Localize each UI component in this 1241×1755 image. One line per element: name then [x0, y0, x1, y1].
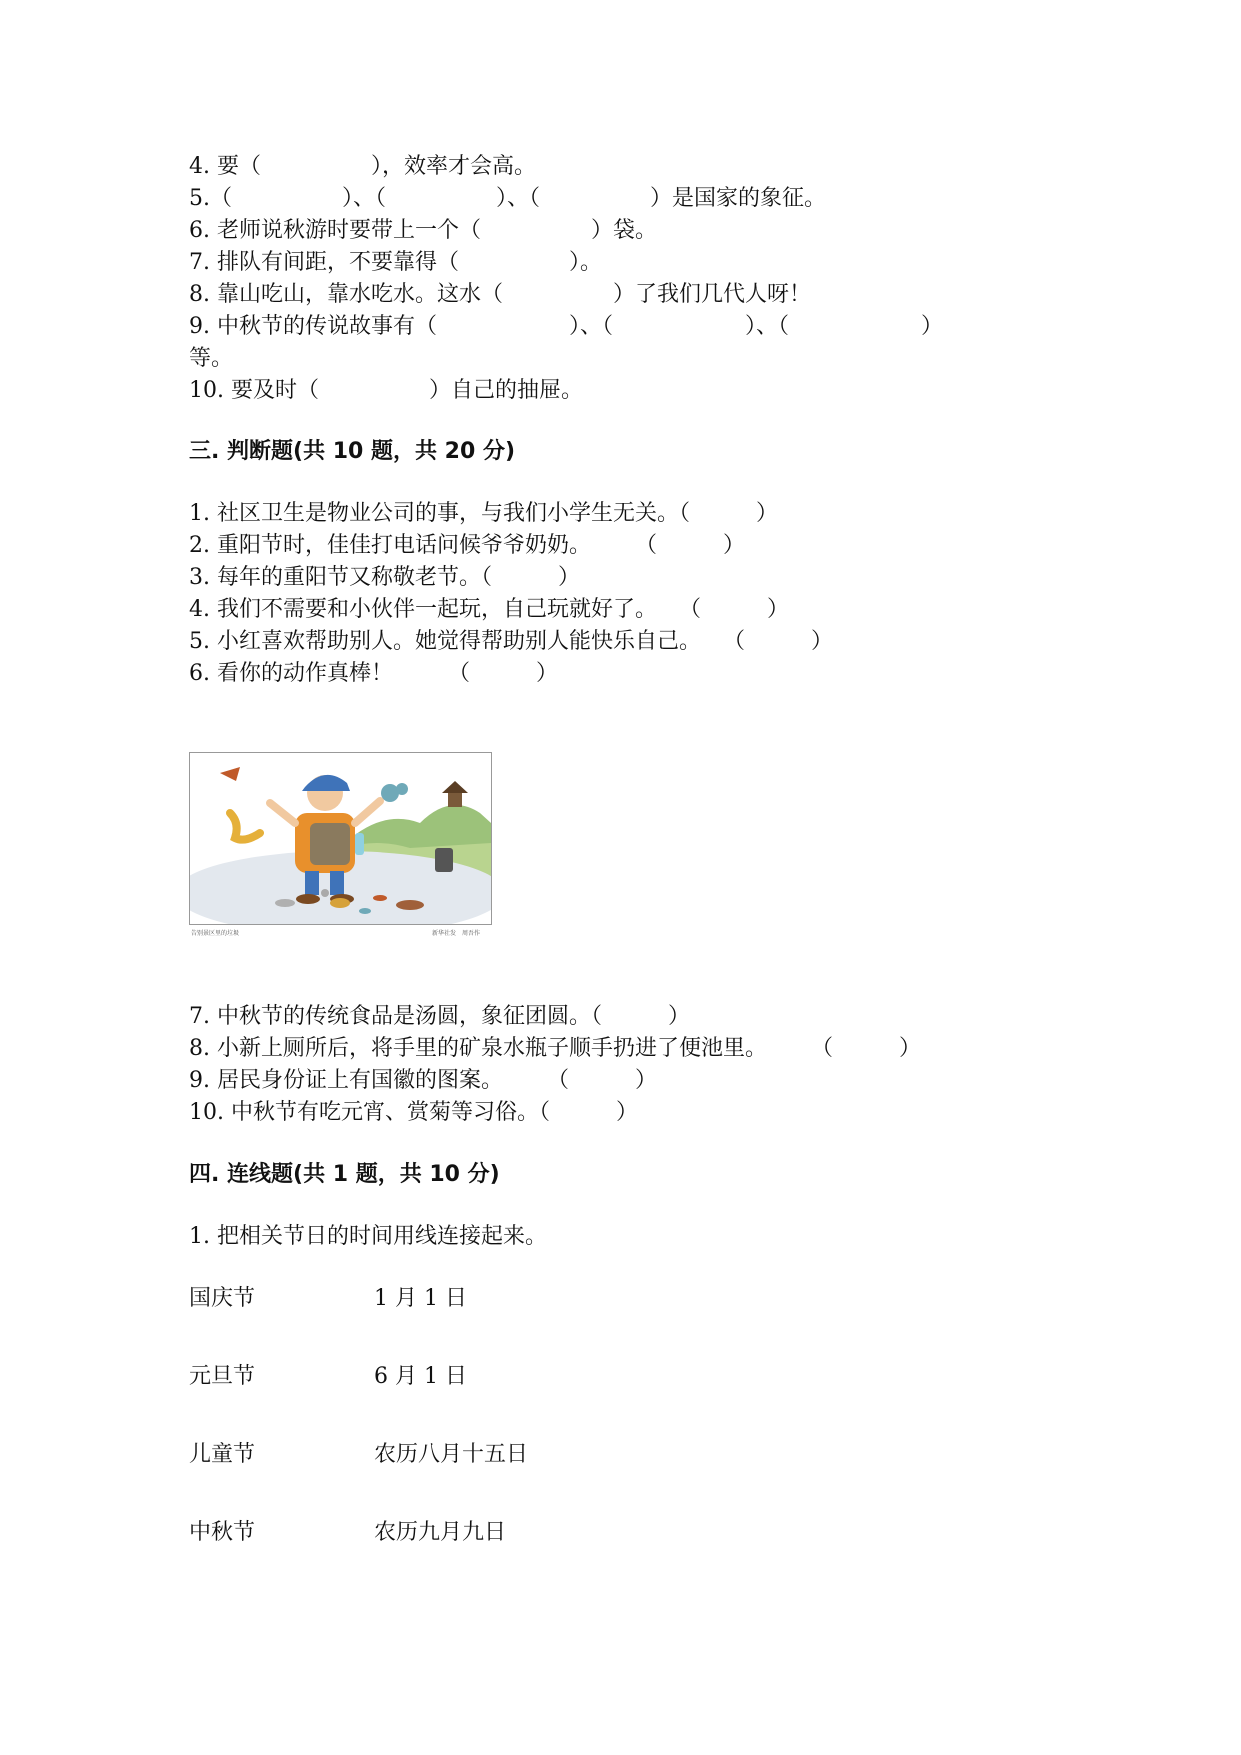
- festival-item: 儿童节: [189, 1442, 256, 1467]
- section4-title: 四. 连线题(共 1 题，共 10 分): [189, 1162, 500, 1187]
- date-item: 农历八月十五日: [374, 1442, 529, 1467]
- judge-item-4: 4. 我们不需要和小伙伴一起玩，自己玩就好了。 （ ）: [189, 597, 789, 622]
- cartoon-frame: [189, 752, 492, 925]
- fill-in-item-9: 9. 中秋节的传说故事有（ ）、（ ）、（ ）: [189, 314, 943, 339]
- festival-item: 国庆节: [189, 1286, 256, 1311]
- date-item: 农历九月九日: [374, 1520, 507, 1545]
- fill-in-item-7: 7. 排队有间距，不要靠得（ ）。: [189, 250, 602, 275]
- matching-question: 1. 把相关节日的时间用线连接起来。: [189, 1224, 547, 1249]
- judge-item-6: 6. 看你的动作真棒！ （ ）: [189, 661, 558, 686]
- fill-in-item-6: 6. 老师说秋游时要带上一个（ ）袋。: [189, 218, 657, 243]
- judge-item-8: 8. 小新上厕所后，将手里的矿泉水瓶子顺手扔进了便池里。 （ ）: [189, 1036, 921, 1061]
- fill-in-item-8: 8. 靠山吃山，靠水吃水。这水（ ）了我们几代人呀！: [189, 282, 811, 307]
- figure-caption-right: 新华社发 周吾作: [431, 930, 480, 937]
- fill-in-item-10: 10. 要及时（ ）自己的抽屉。: [189, 378, 583, 403]
- figure-caption-left: 告别景区里的垃圾: [191, 930, 240, 937]
- date-item: 6 月 1 日: [374, 1364, 467, 1389]
- judge-item-5: 5. 小红喜欢帮助别人。她觉得帮助别人能快乐自己。 （ ）: [189, 629, 833, 654]
- judge-item-9: 9. 居民身份证上有国徽的图案。 （ ）: [189, 1068, 657, 1093]
- section3-title: 三. 判断题(共 10 题，共 20 分): [189, 439, 515, 464]
- cartoon-figure: [189, 752, 494, 942]
- festival-item: 元旦节: [189, 1364, 256, 1389]
- judge-item-7: 7. 中秋节的传统食品是汤圆，象征团圆。（ ）: [189, 1004, 690, 1029]
- festival-item: 中秋节: [189, 1520, 256, 1545]
- litter-cartoon-illustration: [190, 753, 491, 924]
- judge-item-3: 3. 每年的重阳节又称敬老节。（ ）: [189, 565, 580, 590]
- date-item: 1 月 1 日: [374, 1286, 467, 1311]
- judge-item-10: 10. 中秋节有吃元宵、赏菊等习俗。（ ）: [189, 1100, 638, 1125]
- fill-in-item-4: 4. 要（ ），效率才会高。: [189, 154, 536, 179]
- judge-item-2: 2. 重阳节时，佳佳打电话问候爷爷奶奶。 （ ）: [189, 533, 745, 558]
- fill-in-item-5: 5.（ ）、（ ）、（ ）是国家的象征。: [189, 186, 826, 211]
- fill-in-item-9-continued: 等。: [189, 346, 234, 371]
- judge-item-1: 1. 社区卫生是物业公司的事，与我们小学生无关。（ ）: [189, 501, 778, 526]
